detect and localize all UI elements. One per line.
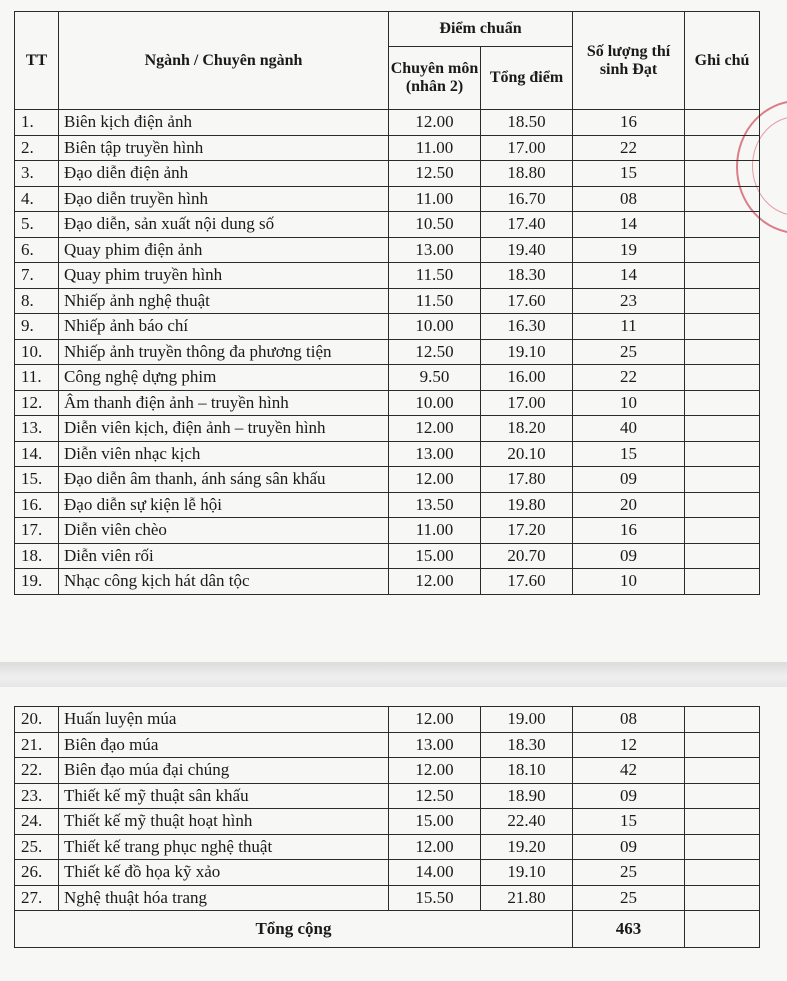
row-note xyxy=(685,441,760,467)
row-passed-count: 25 xyxy=(573,860,685,886)
row-major-name: Thiết kế đồ họa kỹ xảo xyxy=(59,860,389,886)
row-note xyxy=(685,161,760,187)
row-number: 18. xyxy=(15,543,59,569)
row-note xyxy=(685,110,760,136)
row-total-score: 20.10 xyxy=(481,441,573,467)
row-major-score: 11.00 xyxy=(389,186,481,212)
row-passed-count: 11 xyxy=(573,314,685,340)
table-body-part-1 xyxy=(15,110,760,595)
row-passed-count: 08 xyxy=(573,707,685,733)
table-row xyxy=(15,365,760,391)
row-passed-count: 23 xyxy=(573,288,685,314)
row-note xyxy=(685,834,760,860)
row-note xyxy=(685,288,760,314)
row-major-score: 13.00 xyxy=(389,732,481,758)
row-number: 17. xyxy=(15,518,59,544)
row-number: 14. xyxy=(15,441,59,467)
row-total-score: 17.40 xyxy=(481,212,573,238)
row-note xyxy=(685,467,760,493)
row-major-score: 13.00 xyxy=(389,441,481,467)
row-passed-count: 09 xyxy=(573,467,685,493)
row-major-score: 12.00 xyxy=(389,834,481,860)
row-number: 20. xyxy=(15,707,59,733)
row-major-score: 12.00 xyxy=(389,110,481,136)
header-tt: TT xyxy=(15,12,59,110)
row-major-score: 12.00 xyxy=(389,758,481,784)
row-major-score: 15.00 xyxy=(389,543,481,569)
row-major-score: 11.50 xyxy=(389,288,481,314)
row-number: 9. xyxy=(15,314,59,340)
row-major-name: Biên tập truyền hình xyxy=(59,135,389,161)
table-row xyxy=(15,732,760,758)
row-number: 12. xyxy=(15,390,59,416)
row-passed-count: 22 xyxy=(573,135,685,161)
row-number: 19. xyxy=(15,569,59,595)
row-total-score: 21.80 xyxy=(481,885,573,911)
row-major-name: Nhiếp ảnh nghệ thuật xyxy=(59,288,389,314)
table-row xyxy=(15,390,760,416)
summary-row xyxy=(15,911,760,948)
row-major-score: 12.00 xyxy=(389,467,481,493)
row-major-name: Thiết kế mỹ thuật sân khấu xyxy=(59,783,389,809)
row-note xyxy=(685,492,760,518)
row-number: 25. xyxy=(15,834,59,860)
row-number: 24. xyxy=(15,809,59,835)
row-major-score: 12.50 xyxy=(389,339,481,365)
row-total-score: 17.00 xyxy=(481,135,573,161)
header-score-group: Điểm chuẩn xyxy=(389,12,573,47)
row-number: 16. xyxy=(15,492,59,518)
table-row xyxy=(15,186,760,212)
row-passed-count: 19 xyxy=(573,237,685,263)
row-passed-count: 10 xyxy=(573,390,685,416)
row-number: 13. xyxy=(15,416,59,442)
summary-note xyxy=(685,911,760,948)
header-name: Ngành / Chuyên ngành xyxy=(59,12,389,110)
row-number: 10. xyxy=(15,339,59,365)
row-total-score: 16.00 xyxy=(481,365,573,391)
row-total-score: 18.50 xyxy=(481,110,573,136)
row-passed-count: 16 xyxy=(573,110,685,136)
row-passed-count: 08 xyxy=(573,186,685,212)
row-total-score: 17.60 xyxy=(481,288,573,314)
score-table-part-1 xyxy=(14,11,760,595)
row-major-score: 11.00 xyxy=(389,518,481,544)
row-major-name: Đạo diễn sự kiện lễ hội xyxy=(59,492,389,518)
row-number: 2. xyxy=(15,135,59,161)
row-major-score: 15.50 xyxy=(389,885,481,911)
row-major-name: Quay phim truyền hình xyxy=(59,263,389,289)
header-major: Chuyên môn (nhân 2) xyxy=(389,47,481,110)
row-total-score: 17.20 xyxy=(481,518,573,544)
table-row xyxy=(15,263,760,289)
row-major-score: 11.50 xyxy=(389,263,481,289)
header-count: Số lượng thí sinh Đạt xyxy=(573,12,685,110)
row-major-score: 10.50 xyxy=(389,212,481,238)
row-total-score: 22.40 xyxy=(481,809,573,835)
table-row xyxy=(15,237,760,263)
row-note xyxy=(685,314,760,340)
row-major-name: Âm thanh điện ảnh – truyền hình xyxy=(59,390,389,416)
table-row xyxy=(15,885,760,911)
row-major-name: Diễn viên kịch, điện ảnh – truyền hình xyxy=(59,416,389,442)
row-major-name: Biên đạo múa đại chúng xyxy=(59,758,389,784)
row-total-score: 18.10 xyxy=(481,758,573,784)
row-number: 26. xyxy=(15,860,59,886)
row-total-score: 17.00 xyxy=(481,390,573,416)
table-row xyxy=(15,860,760,886)
row-major-name: Nhiếp ảnh truyền thông đa phương tiện xyxy=(59,339,389,365)
row-passed-count: 15 xyxy=(573,441,685,467)
table-row xyxy=(15,288,760,314)
row-major-name: Thiết kế mỹ thuật hoạt hình xyxy=(59,809,389,835)
row-number: 1. xyxy=(15,110,59,136)
table-row xyxy=(15,135,760,161)
row-note xyxy=(685,339,760,365)
row-major-name: Biên kịch điện ảnh xyxy=(59,110,389,136)
row-total-score: 19.10 xyxy=(481,860,573,886)
row-total-score: 19.00 xyxy=(481,707,573,733)
row-passed-count: 42 xyxy=(573,758,685,784)
table-row xyxy=(15,212,760,238)
row-major-name: Nhiếp ảnh báo chí xyxy=(59,314,389,340)
row-number: 11. xyxy=(15,365,59,391)
row-total-score: 20.70 xyxy=(481,543,573,569)
row-passed-count: 15 xyxy=(573,809,685,835)
row-total-score: 18.90 xyxy=(481,783,573,809)
row-major-name: Diễn viên chèo xyxy=(59,518,389,544)
row-major-name: Diễn viên rối xyxy=(59,543,389,569)
row-number: 5. xyxy=(15,212,59,238)
row-passed-count: 15 xyxy=(573,161,685,187)
row-number: 8. xyxy=(15,288,59,314)
row-major-name: Nhạc công kịch hát dân tộc xyxy=(59,569,389,595)
row-major-score: 12.00 xyxy=(389,707,481,733)
row-total-score: 17.80 xyxy=(481,467,573,493)
row-passed-count: 40 xyxy=(573,416,685,442)
row-total-score: 19.20 xyxy=(481,834,573,860)
row-major-score: 12.00 xyxy=(389,416,481,442)
row-note xyxy=(685,390,760,416)
row-total-score: 19.10 xyxy=(481,339,573,365)
table-row xyxy=(15,707,760,733)
row-total-score: 18.30 xyxy=(481,263,573,289)
row-note xyxy=(685,569,760,595)
row-major-score: 10.00 xyxy=(389,314,481,340)
table-row xyxy=(15,441,760,467)
row-note xyxy=(685,518,760,544)
row-major-name: Diễn viên nhạc kịch xyxy=(59,441,389,467)
row-number: 21. xyxy=(15,732,59,758)
table-row xyxy=(15,834,760,860)
row-major-name: Đạo diễn điện ảnh xyxy=(59,161,389,187)
table-row xyxy=(15,314,760,340)
row-number: 3. xyxy=(15,161,59,187)
row-note xyxy=(685,860,760,886)
row-major-name: Công nghệ dựng phim xyxy=(59,365,389,391)
row-major-name: Đạo diễn truyền hình xyxy=(59,186,389,212)
row-major-score: 12.50 xyxy=(389,783,481,809)
row-note xyxy=(685,885,760,911)
row-major-score: 14.00 xyxy=(389,860,481,886)
table-row xyxy=(15,783,760,809)
row-note xyxy=(685,212,760,238)
row-number: 7. xyxy=(15,263,59,289)
row-major-score: 15.00 xyxy=(389,809,481,835)
row-number: 4. xyxy=(15,186,59,212)
row-total-score: 16.70 xyxy=(481,186,573,212)
row-total-score: 18.80 xyxy=(481,161,573,187)
row-passed-count: 14 xyxy=(573,263,685,289)
row-passed-count: 09 xyxy=(573,834,685,860)
row-note xyxy=(685,732,760,758)
table-row xyxy=(15,339,760,365)
row-number: 23. xyxy=(15,783,59,809)
row-note xyxy=(685,365,760,391)
row-total-score: 18.20 xyxy=(481,416,573,442)
header-total: Tổng điểm xyxy=(481,47,573,110)
summary-total: 463 xyxy=(573,911,685,948)
row-major-name: Thiết kế trang phục nghệ thuật xyxy=(59,834,389,860)
table-row xyxy=(15,569,760,595)
row-major-score: 11.00 xyxy=(389,135,481,161)
row-major-name: Đạo diễn âm thanh, ánh sáng sân khấu xyxy=(59,467,389,493)
table-row xyxy=(15,467,760,493)
row-major-score: 12.00 xyxy=(389,569,481,595)
row-major-name: Biên đạo múa xyxy=(59,732,389,758)
row-total-score: 19.40 xyxy=(481,237,573,263)
row-note xyxy=(685,416,760,442)
row-total-score: 17.60 xyxy=(481,569,573,595)
row-passed-count: 14 xyxy=(573,212,685,238)
row-number: 6. xyxy=(15,237,59,263)
row-note xyxy=(685,809,760,835)
row-passed-count: 22 xyxy=(573,365,685,391)
row-note xyxy=(685,263,760,289)
table-row xyxy=(15,416,760,442)
header-note: Ghi chú xyxy=(685,12,760,110)
table-row xyxy=(15,809,760,835)
row-note xyxy=(685,237,760,263)
row-major-score: 13.50 xyxy=(389,492,481,518)
row-number: 22. xyxy=(15,758,59,784)
row-major-score: 13.00 xyxy=(389,237,481,263)
score-table-part-2 xyxy=(14,706,760,948)
row-note xyxy=(685,707,760,733)
row-passed-count: 25 xyxy=(573,339,685,365)
row-major-name: Huấn luyện múa xyxy=(59,707,389,733)
summary-label: Tổng cộng xyxy=(15,911,573,948)
table-row xyxy=(15,110,760,136)
table-row xyxy=(15,161,760,187)
row-note xyxy=(685,758,760,784)
row-passed-count: 16 xyxy=(573,518,685,544)
table-row xyxy=(15,518,760,544)
row-total-score: 16.30 xyxy=(481,314,573,340)
table-body-part-2 xyxy=(15,707,760,911)
row-major-score: 9.50 xyxy=(389,365,481,391)
row-major-score: 10.00 xyxy=(389,390,481,416)
row-passed-count: 09 xyxy=(573,783,685,809)
row-number: 15. xyxy=(15,467,59,493)
page-gap xyxy=(0,662,787,687)
row-total-score: 19.80 xyxy=(481,492,573,518)
row-major-name: Quay phim điện ảnh xyxy=(59,237,389,263)
row-total-score: 18.30 xyxy=(481,732,573,758)
row-note xyxy=(685,783,760,809)
row-passed-count: 20 xyxy=(573,492,685,518)
row-major-score: 12.50 xyxy=(389,161,481,187)
row-number: 27. xyxy=(15,885,59,911)
table-row xyxy=(15,492,760,518)
row-major-name: Nghệ thuật hóa trang xyxy=(59,885,389,911)
table-header-row xyxy=(15,12,760,47)
row-passed-count: 09 xyxy=(573,543,685,569)
row-note xyxy=(685,135,760,161)
row-major-name: Đạo diễn, sản xuất nội dung số xyxy=(59,212,389,238)
row-passed-count: 10 xyxy=(573,569,685,595)
row-passed-count: 12 xyxy=(573,732,685,758)
row-note xyxy=(685,543,760,569)
table-row xyxy=(15,758,760,784)
table-row xyxy=(15,543,760,569)
row-passed-count: 25 xyxy=(573,885,685,911)
row-note xyxy=(685,186,760,212)
